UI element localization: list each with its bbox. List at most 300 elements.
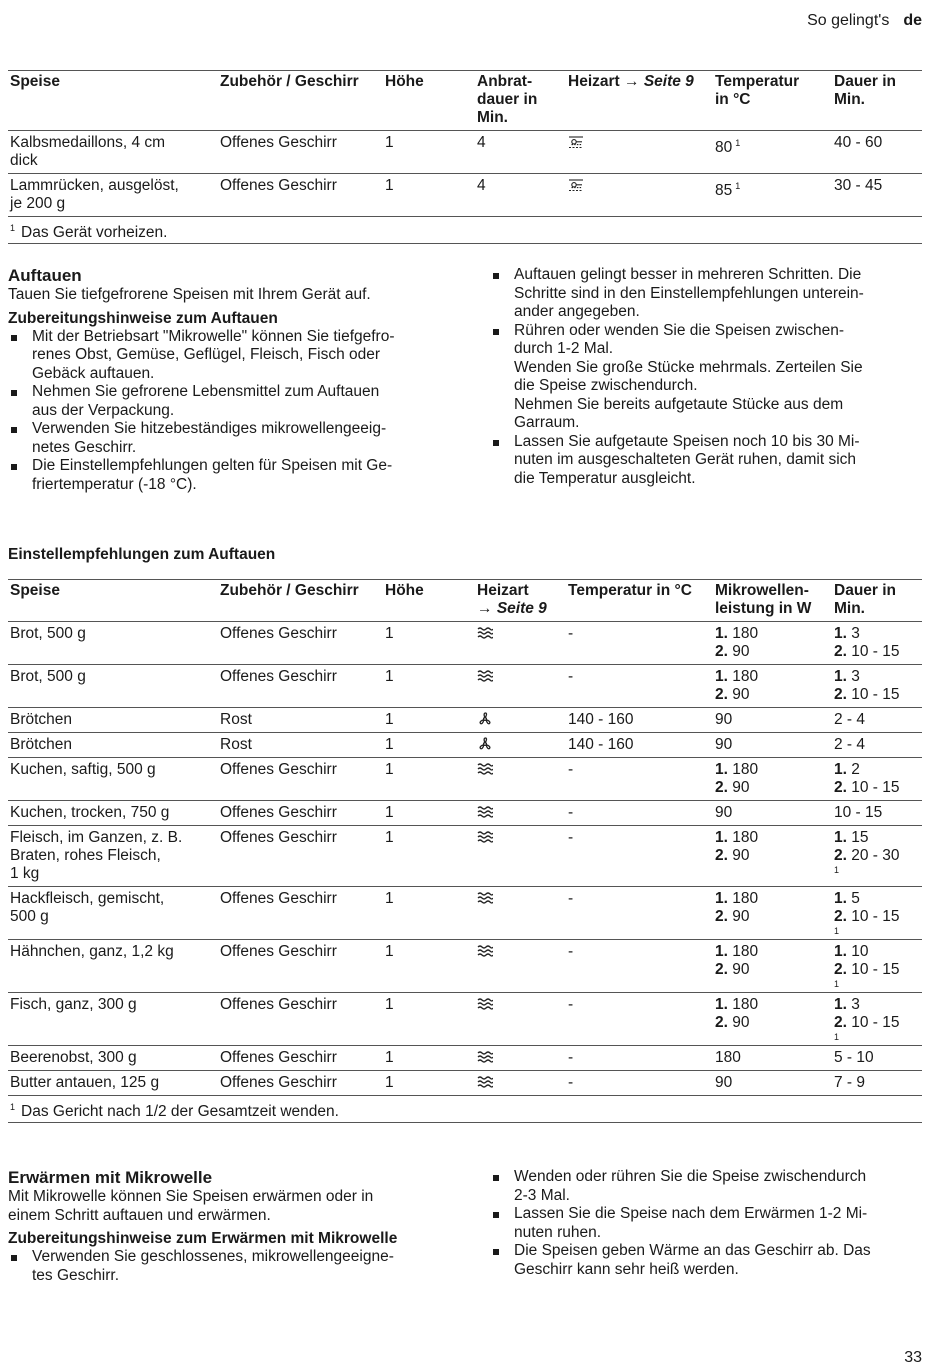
step-value: 2 - 4 <box>834 711 866 728</box>
table-row <box>8 1071 922 1096</box>
list-item: Wenden oder rühren Sie die Speise zwischendurch 2-3 Mal. <box>490 1168 920 1205</box>
footnote-ref: 1 <box>834 1032 840 1042</box>
cell-temp: - <box>568 996 574 1013</box>
cell-zubehoer: Offenes Geschirr <box>220 668 337 685</box>
step-line <box>715 668 830 686</box>
step-line <box>834 736 920 754</box>
cell-hoehe: 1 <box>385 177 394 194</box>
step-number: 1. <box>834 668 847 685</box>
col-mw: Mikrowellen- leistung in W <box>715 582 812 617</box>
step-value: 3 <box>851 625 860 642</box>
cell-zubehoer: Offenes Geschirr <box>220 1049 337 1066</box>
cell-heizart <box>475 993 566 1046</box>
cell-speise: Butter antauen, 125 g <box>10 1074 160 1091</box>
cell-heizart <box>566 174 713 217</box>
step-value: 90 <box>715 804 733 821</box>
cell-temp: - <box>568 625 574 642</box>
step-number: 2. <box>834 779 847 796</box>
cell-mw <box>713 708 832 733</box>
step-number: 1. <box>715 829 728 846</box>
table-row <box>8 733 922 758</box>
step-number: 2. <box>834 908 847 925</box>
col-heizart <box>475 580 566 622</box>
col-speise: Speise <box>10 582 60 599</box>
step-value: 3 <box>851 996 860 1013</box>
cell-heizart <box>566 131 713 174</box>
cell-anbrat: 4 <box>477 177 486 194</box>
cell-temp: - <box>568 943 574 960</box>
step-number: 1. <box>834 996 847 1013</box>
cell-zubehoer: Offenes Geschirr <box>220 134 337 151</box>
step-line <box>834 908 920 926</box>
erwaermen-intro: Mit Mikrowelle können Sie Speisen erwärmen oder in einem Schritt auftauen und erwärmen. <box>8 1188 374 1224</box>
list-item: Verwenden Sie geschlossenes, mikrowellengeeigne- tes Geschirr. <box>8 1248 448 1285</box>
step-number: 2. <box>834 686 847 703</box>
cell-heizart <box>475 887 566 940</box>
cell-zubehoer: Rost <box>220 711 252 728</box>
cell-zubehoer: Offenes Geschirr <box>220 1074 337 1091</box>
language-code: de <box>903 12 922 29</box>
step-number: 1. <box>834 625 847 642</box>
step-line <box>834 996 920 1014</box>
cell-hoehe: 1 <box>385 890 394 907</box>
step-line <box>834 643 920 661</box>
step-number: 1. <box>715 943 728 960</box>
cell-mw <box>713 1071 832 1096</box>
step-number: 1. <box>715 625 728 642</box>
step-number: 1. <box>834 890 847 907</box>
cell-dauer <box>832 940 922 993</box>
step-value: 90 <box>732 847 750 864</box>
auftauen-hints-list <box>8 328 448 495</box>
cell-mw <box>713 801 832 826</box>
cell-temp: - <box>568 804 574 821</box>
microwave-icon <box>477 997 493 1011</box>
microwave-icon <box>477 830 493 844</box>
cell-mw <box>713 665 832 708</box>
col-zubehoer: Zubehör / Geschirr <box>220 73 359 90</box>
cell-dauer <box>832 1071 922 1096</box>
cell-heizart <box>475 801 566 826</box>
step-value: 10 - 15 <box>834 804 883 821</box>
heizart-label: Heizart <box>477 582 529 599</box>
step-line <box>834 686 920 704</box>
cell-hoehe: 1 <box>385 804 394 821</box>
step-line <box>715 829 830 847</box>
cell-heizart <box>475 1071 566 1096</box>
list-item: Mit der Betriebsart "Mikrowelle" können Sie tiefgefro- renes Obst, Gemüse, Geflügel, Fleisch, Fisch oder Gebäck auftauen. <box>8 328 448 384</box>
step-value: 90 <box>715 711 733 728</box>
cell-heizart <box>475 758 566 801</box>
step-number: 1. <box>834 761 847 778</box>
step-line <box>715 1074 830 1092</box>
cell-dauer <box>832 1046 922 1071</box>
step-value: 15 <box>851 829 869 846</box>
step-value: 90 <box>732 908 750 925</box>
cell-dauer <box>832 758 922 801</box>
step-number: 2. <box>834 1014 847 1031</box>
list-item: Rühren oder wenden Sie die Speisen zwischen- durch 1-2 Mal. Wenden Sie große Stücke mehrmals. Zerteilen Sie die Speise zwischendurch. Nehmen Sie bereits aufgetaute Stücke aus dem Garraum. <box>490 322 920 433</box>
erwaermen-hints-heading: Zubereitungshinweise zum Erwärmen mit Mikrowelle <box>8 1230 398 1247</box>
footnote-number: 1 <box>10 223 16 233</box>
cell-hoehe: 1 <box>385 736 394 753</box>
arrow-icon: → <box>624 73 640 90</box>
col-hoehe: Höhe <box>385 582 424 599</box>
list-item: Auftauen gelingt besser in mehreren Schritten. Die Schritte sind in den Einstellempfehlungen unterein- ander angegeben. <box>490 266 920 322</box>
step-value: 180 <box>732 829 759 846</box>
step-value: 5 - 10 <box>834 1049 874 1066</box>
step-line <box>715 1014 830 1032</box>
auftauen-heading: Auftauen <box>8 266 82 285</box>
step-number: 2. <box>715 961 728 978</box>
step-line <box>834 847 920 865</box>
footnote-ref: 1 <box>735 138 741 148</box>
step-line <box>834 1049 920 1067</box>
step-value: 180 <box>732 890 759 907</box>
footnote-ref: 1 <box>834 865 840 875</box>
step-value: 5 <box>851 890 860 907</box>
erwaermen-hints-list <box>8 1248 448 1285</box>
cell-speise: Kuchen, trocken, 750 g <box>10 804 170 821</box>
cell-mw <box>713 758 832 801</box>
step-line <box>715 961 830 979</box>
list-item: Die Speisen geben Wärme an das Geschirr ab. Das Geschirr kann sehr heiß werden. <box>490 1242 920 1279</box>
table-footnote <box>8 217 922 244</box>
temp-value: 85 <box>715 182 733 199</box>
footnote-ref: 1 <box>834 979 840 989</box>
cell-dauer <box>832 993 922 1046</box>
col-anbrat: Anbrat- dauer in Min. <box>477 73 538 126</box>
table-row <box>8 758 922 801</box>
step-line <box>715 1049 830 1067</box>
cell-dauer <box>832 708 922 733</box>
microwave-icon <box>477 1050 493 1064</box>
erwaermen-hints-list-2 <box>490 1168 920 1279</box>
step-line <box>715 686 830 704</box>
auftauen-hints-heading: Zubereitungshinweise zum Auftauen <box>8 309 278 327</box>
cell-temp: 140 - 160 <box>568 736 634 753</box>
step-number: 2. <box>834 847 847 864</box>
cell-speise: Hackfleisch, gemischt, 500 g <box>10 890 165 925</box>
cell-dauer <box>832 826 922 887</box>
step-value: 90 <box>732 1014 750 1031</box>
temp-value: 80 <box>715 139 733 156</box>
step-value: 90 <box>715 736 733 753</box>
cell-heizart <box>475 826 566 887</box>
step-line <box>715 761 830 779</box>
footnote-text: Das Gericht nach 1/2 der Gesamtzeit wenden. <box>21 1103 339 1120</box>
col-hoehe: Höhe <box>385 73 424 90</box>
cell-speise: Fleisch, im Ganzen, z. B. Braten, rohes Fleisch, 1 kg <box>10 829 183 882</box>
page-header <box>807 12 922 30</box>
step-line <box>715 890 830 908</box>
cell-speise: Kalbsmedaillons, 4 cm dick <box>10 134 166 169</box>
table-row <box>8 665 922 708</box>
erwaermen-right-column <box>490 1168 920 1279</box>
table-footnote-row <box>8 1096 922 1123</box>
auftauen-intro: Tauen Sie tiefgefrorene Speisen mit Ihrem Gerät auf. <box>8 286 371 303</box>
step-line <box>715 779 830 797</box>
heizart-label: Heizart <box>568 73 620 90</box>
low-temp-cooking-icon <box>568 178 584 192</box>
step-value: 90 <box>715 1074 733 1091</box>
auftauen-left-column <box>8 266 448 494</box>
step-line <box>715 908 830 926</box>
cell-speise: Kuchen, saftig, 500 g <box>10 761 156 778</box>
cell-speise: Lammrücken, ausgelöst, je 200 g <box>10 177 179 212</box>
cell-heizart <box>475 708 566 733</box>
step-line <box>834 961 920 979</box>
cell-hoehe: 1 <box>385 668 394 685</box>
cell-anbrat: 4 <box>477 134 486 151</box>
step-value: 10 <box>851 943 869 960</box>
list-item: Lassen Sie die Speise nach dem Erwärmen 1-2 Mi- nuten ruhen. <box>490 1205 920 1242</box>
step-line <box>715 943 830 961</box>
cell-speise: Beerenobst, 300 g <box>10 1049 137 1066</box>
defrost-table <box>8 579 922 1123</box>
cell-temp <box>713 174 832 217</box>
cell-mw <box>713 1046 832 1071</box>
cell-mw <box>713 940 832 993</box>
step-value: 10 - 15 <box>851 779 900 796</box>
cell-temp: - <box>568 829 574 846</box>
cell-hoehe: 1 <box>385 761 394 778</box>
step-line <box>834 711 920 729</box>
cell-hoehe: 1 <box>385 1074 394 1091</box>
cell-zubehoer: Offenes Geschirr <box>220 829 337 846</box>
col-dauer: Dauer in Min. <box>834 73 897 108</box>
cell-hoehe: 1 <box>385 996 394 1013</box>
microwave-icon <box>477 669 493 683</box>
step-line <box>834 1074 920 1092</box>
hot-air-fan-icon <box>477 737 493 751</box>
cell-temp: - <box>568 1049 574 1066</box>
step-value: 90 <box>732 779 750 796</box>
col-zubehoer: Zubehör / Geschirr <box>220 582 359 599</box>
step-number: 2. <box>834 643 847 660</box>
microwave-icon <box>477 805 493 819</box>
cell-hoehe: 1 <box>385 711 394 728</box>
page-number: 33 <box>904 1349 922 1366</box>
step-value: 90 <box>732 643 750 660</box>
page-reference: Seite 9 <box>496 600 547 617</box>
step-line <box>715 711 830 729</box>
cell-hoehe: 1 <box>385 625 394 642</box>
cell-heizart <box>475 940 566 993</box>
cell-dauer <box>832 801 922 826</box>
footnote-text: Das Gerät vorheizen. <box>21 224 168 241</box>
step-line <box>715 643 830 661</box>
cell-zubehoer: Offenes Geschirr <box>220 943 337 960</box>
arrow-icon: → <box>477 600 493 617</box>
col-dauer: Dauer in Min. <box>834 582 897 617</box>
cell-speise: Brötchen <box>10 711 73 728</box>
microwave-icon <box>477 762 493 776</box>
step-value: 90 <box>732 686 750 703</box>
step-value: 180 <box>732 668 759 685</box>
cell-mw <box>713 733 832 758</box>
cell-hoehe: 1 <box>385 829 394 846</box>
cell-zubehoer: Offenes Geschirr <box>220 625 337 642</box>
step-line <box>834 829 920 847</box>
cell-zubehoer: Rost <box>220 736 252 753</box>
step-line <box>834 779 920 797</box>
list-item: Verwenden Sie hitzebeständiges mikrowellengeeig- netes Geschirr. <box>8 420 448 457</box>
cell-temp: 140 - 160 <box>568 711 634 728</box>
step-value: 2 <box>851 761 860 778</box>
step-value: 10 - 15 <box>851 686 900 703</box>
cell-zubehoer: Offenes Geschirr <box>220 890 337 907</box>
cell-speise: Brot, 500 g <box>10 668 86 685</box>
table-header-row <box>8 580 922 622</box>
table-row <box>8 708 922 733</box>
page-reference: Seite 9 <box>643 73 694 90</box>
low-temp-cooking-icon <box>568 135 584 149</box>
table-footnote <box>8 1096 922 1123</box>
erwaermen-left-column <box>8 1168 448 1285</box>
col-heizart <box>566 71 713 131</box>
step-number: 1. <box>834 943 847 960</box>
cell-mw <box>713 622 832 665</box>
microwave-icon <box>477 944 493 958</box>
cell-temp: - <box>568 890 574 907</box>
footnote-ref: 1 <box>834 926 840 936</box>
col-speise: Speise <box>10 73 60 90</box>
cell-zubehoer: Offenes Geschirr <box>220 761 337 778</box>
step-number: 2. <box>715 779 728 796</box>
step-value: 10 - 15 <box>851 643 900 660</box>
table-row <box>8 801 922 826</box>
cell-speise: Brot, 500 g <box>10 625 86 642</box>
cell-speise: Brötchen <box>10 736 73 753</box>
table-row <box>8 1046 922 1071</box>
step-number: 2. <box>715 908 728 925</box>
cell-zubehoer: Offenes Geschirr <box>220 804 337 821</box>
step-number: 1. <box>715 668 728 685</box>
microwave-icon <box>477 1075 493 1089</box>
microwave-icon <box>477 891 493 905</box>
step-value: 180 <box>715 1049 741 1066</box>
section-title: So gelingt's <box>807 12 890 29</box>
list-item: Die Einstellempfehlungen gelten für Speisen mit Ge- friertemperatur (-18 °C). <box>8 457 448 494</box>
cell-zubehoer: Offenes Geschirr <box>220 996 337 1013</box>
cell-mw <box>713 826 832 887</box>
microwave-icon <box>477 626 493 640</box>
step-value: 10 - 15 <box>851 961 900 978</box>
table-row <box>8 826 922 887</box>
step-value: 180 <box>732 996 759 1013</box>
table-footnote-row <box>8 217 922 244</box>
table-row <box>8 174 922 217</box>
cell-heizart <box>475 733 566 758</box>
step-value: 10 - 15 <box>851 1014 900 1031</box>
cell-dauer: 40 - 60 <box>834 134 883 151</box>
cell-mw <box>713 993 832 1046</box>
step-number: 2. <box>715 643 728 660</box>
list-item: Lassen Sie aufgetaute Speisen noch 10 bis 30 Mi- nuten im ausgeschalteten Gerät ruhen, damit sich die Temperatur ausgleicht. <box>490 433 920 489</box>
cell-heizart <box>475 622 566 665</box>
table-row <box>8 887 922 940</box>
cell-zubehoer: Offenes Geschirr <box>220 177 337 194</box>
step-number: 2. <box>715 686 728 703</box>
step-number: 1. <box>715 890 728 907</box>
step-value: 180 <box>732 943 759 960</box>
step-line <box>834 1014 920 1032</box>
cell-dauer <box>832 665 922 708</box>
step-value: 90 <box>732 961 750 978</box>
col-temp: Temperatur in °C <box>715 73 800 108</box>
table-row <box>8 622 922 665</box>
step-line <box>715 625 830 643</box>
step-number: 2. <box>834 961 847 978</box>
step-line <box>715 996 830 1014</box>
step-value: 20 - 30 <box>851 847 900 864</box>
table-row <box>8 940 922 993</box>
step-number: 1. <box>715 996 728 1013</box>
cell-temp: - <box>568 761 574 778</box>
hot-air-fan-icon <box>477 712 493 726</box>
cell-hoehe: 1 <box>385 134 394 151</box>
table-header-row <box>8 71 922 131</box>
step-number: 1. <box>834 829 847 846</box>
footnote-ref: 1 <box>735 181 741 191</box>
step-line <box>715 736 830 754</box>
step-line <box>715 804 830 822</box>
cell-speise: Hähnchen, ganz, 1,2 kg <box>10 943 174 960</box>
auftauen-hints-list-2 <box>490 266 920 488</box>
table-row <box>8 131 922 174</box>
cell-heizart <box>475 1046 566 1071</box>
step-line <box>834 804 920 822</box>
step-line <box>834 943 920 961</box>
table2-title: Einstellempfehlungen zum Auftauen <box>8 546 276 563</box>
step-line <box>834 625 920 643</box>
cell-hoehe: 1 <box>385 943 394 960</box>
step-number: 2. <box>715 1014 728 1031</box>
cell-temp <box>713 131 832 174</box>
step-value: 10 - 15 <box>851 908 900 925</box>
step-line <box>834 668 920 686</box>
step-value: 3 <box>851 668 860 685</box>
step-value: 180 <box>732 761 759 778</box>
erwaermen-heading: Erwärmen mit Mikrowelle <box>8 1168 213 1187</box>
cell-heizart <box>475 665 566 708</box>
cell-temp: - <box>568 1074 574 1091</box>
table-row <box>8 993 922 1046</box>
cell-dauer: 30 - 45 <box>834 177 883 194</box>
auftauen-right-column <box>490 266 920 488</box>
step-number: 1. <box>715 761 728 778</box>
step-line <box>715 847 830 865</box>
cell-speise: Fisch, ganz, 300 g <box>10 996 137 1013</box>
footnote-number: 1 <box>10 1102 16 1112</box>
step-value: 2 - 4 <box>834 736 866 753</box>
step-number: 2. <box>715 847 728 864</box>
step-value: 180 <box>732 625 759 642</box>
cooking-table <box>8 70 922 244</box>
cell-temp: - <box>568 668 574 685</box>
step-line <box>834 761 920 779</box>
cell-dauer <box>832 887 922 940</box>
cell-hoehe: 1 <box>385 1049 394 1066</box>
cell-dauer <box>832 622 922 665</box>
list-item: Nehmen Sie gefrorene Lebensmittel zum Auftauen aus der Verpackung. <box>8 383 448 420</box>
step-value: 7 - 9 <box>834 1074 866 1091</box>
col-temp: Temperatur in °C <box>568 582 692 599</box>
cell-dauer <box>832 733 922 758</box>
cell-mw <box>713 887 832 940</box>
step-line <box>834 890 920 908</box>
